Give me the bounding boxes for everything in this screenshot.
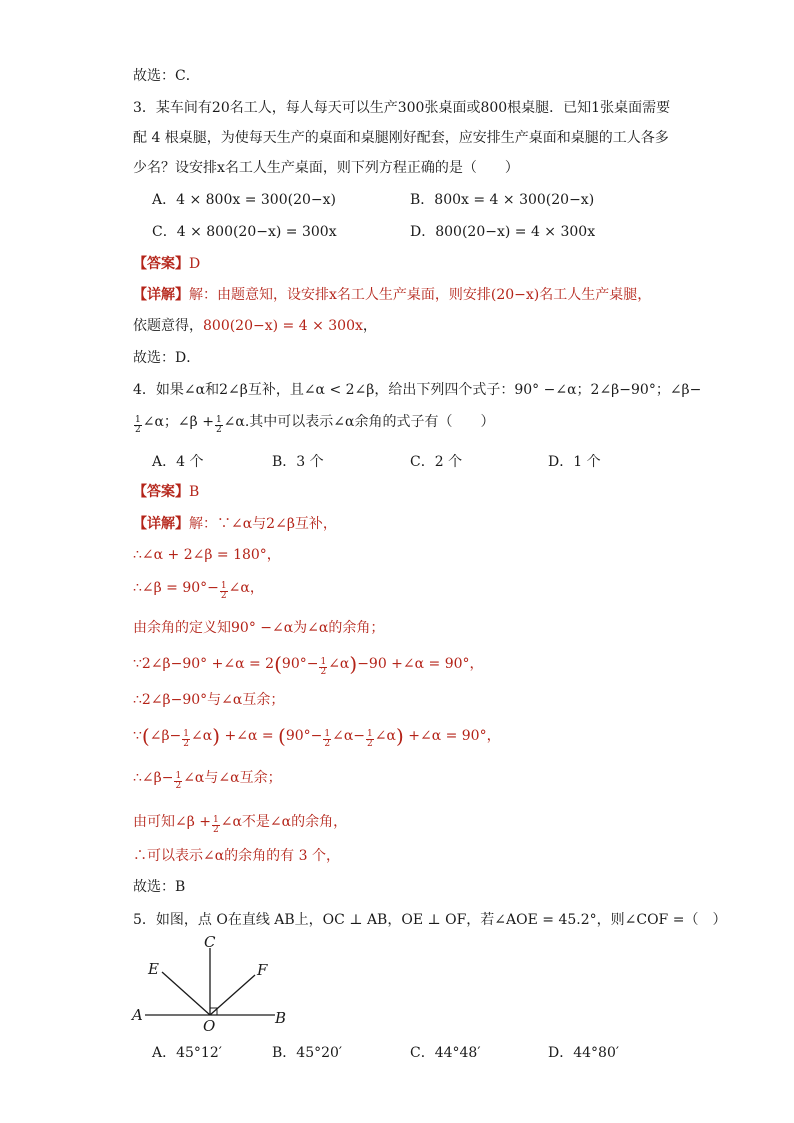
detail-tag: 【详解】	[133, 287, 189, 303]
option-c: C．2 个	[410, 454, 463, 470]
question-3-text: 少名？设安排x名工人生产桌面，则下列方程正确的是（ ）	[133, 160, 519, 176]
detail-line	[133, 316, 377, 336]
detail-tag: 【详解】	[133, 516, 189, 532]
answer-line	[133, 482, 199, 502]
option-c: C．4 × 800(20−x) = 300x	[152, 224, 337, 240]
detail-text: ，	[362, 318, 377, 334]
option-a: A．45°12′	[152, 1045, 222, 1061]
fraction: $\frac{1}{2}$	[215, 415, 222, 435]
option-d: D．44°80′	[548, 1045, 620, 1061]
ray-oe	[162, 972, 210, 1015]
text-line: 故选：C．	[133, 68, 200, 84]
label-o: O	[203, 1017, 216, 1035]
fraction: $\frac{1}{2}$	[135, 415, 141, 435]
math-expr: (20−x)	[490, 287, 540, 303]
detail-text: 名工人生产桌面，则安排	[336, 287, 491, 303]
label-f: F	[257, 961, 268, 979]
text-line: 故选：D．	[133, 350, 201, 366]
answer-value: B	[189, 484, 200, 500]
detail-line	[133, 285, 651, 305]
fraction: $\frac{1}{2}$	[213, 815, 219, 835]
answer-value: D	[189, 256, 201, 272]
label-e: E	[148, 960, 159, 978]
option-b: B．45°20′	[272, 1045, 343, 1061]
answer-line	[133, 254, 200, 274]
detail-line: ∵(∠β− $\frac{1}{2}$ ∠α) +∠α = (90°− $\frac{1}{2}$ ∠α− $\frac{1}{2}$ ∠α) +∠α = 90°，	[133, 724, 501, 749]
option-b: B．800x = 4 × 300(20−x)	[410, 192, 595, 208]
detail-line: ∵2∠β−90° +∠α = 2(90°− $\frac{1}{2}$ ∠α)−90 +∠α = 90°，	[133, 652, 484, 677]
fraction: $\frac{1}{2}$	[183, 729, 190, 749]
detail-line: 由可知∠β + $\frac{1}{2}$ ∠α不是∠α的余角，	[133, 814, 348, 835]
label-c: C	[204, 933, 216, 951]
question-4-text: $\frac{1}{2}$ ∠α；∠β + $\frac{1}{2}$ ∠α.其中可以表示∠α余角的式子有（ ）	[135, 414, 495, 435]
detail-text: 解：∵∠α与2∠β互补，	[189, 516, 337, 532]
detail-line: ∴2∠β−90°与∠α互余；	[133, 692, 285, 708]
fraction: $\frac{1}{2}$	[320, 657, 327, 677]
detail-line: ∴可以表示∠α的余角的有 3 个，	[133, 848, 340, 864]
answer-tag: 【答案】	[133, 256, 189, 272]
detail-line: ∴∠β− $\frac{1}{2}$ ∠α与∠α互余；	[133, 770, 282, 791]
question-3-text: 3．某车间有20名工人，每人每天可以生产300张桌面或800根桌腿．已知1张桌面需要	[133, 100, 671, 116]
math-expr: 800(20−x) = 4 × 300x	[203, 318, 363, 334]
label-b: B	[275, 1009, 287, 1027]
question-3-text: 配 4 根桌腿，为使每天生产的桌面和桌腿刚好配套，应安排生产桌面和桌腿的工人各多	[133, 130, 669, 146]
fraction: $\frac{1}{2}$	[220, 581, 227, 601]
detail-text: 依题意得，	[133, 318, 203, 334]
text-line: 故选：B	[133, 879, 186, 895]
answer-tag: 【答案】	[133, 484, 189, 500]
detail-line: ∴∠α + 2∠β = 180°，	[133, 547, 281, 563]
detail-line: ∴∠β = 90°− $\frac{1}{2}$ ∠α，	[133, 580, 264, 601]
detail-text: 名工人生产桌腿，	[539, 287, 652, 303]
option-d: D．800(20−x) = 4 × 300x	[410, 224, 596, 240]
question-5-text: 5．如图，点 O在直线 AB上，OC ⊥ AB，OE ⊥ OF，若∠AOE = 45.2°，则∠COF =（ ）	[133, 912, 727, 928]
option-c: C．44°48′	[410, 1045, 481, 1061]
fraction: $\frac{1}{2}$	[367, 729, 373, 749]
detail-text: 解：由题意知，设安排	[189, 287, 329, 303]
option-a: A．4 × 800x = 300(20−x)	[152, 192, 336, 208]
option-a: A．4 个	[152, 454, 204, 470]
detail-line	[133, 514, 337, 534]
math-expr: x	[329, 287, 337, 303]
option-b: B．3 个	[272, 454, 324, 470]
label-a: A	[132, 1006, 143, 1024]
fraction: $\frac{1}{2}$	[175, 771, 182, 791]
fraction: $\frac{1}{2}$	[324, 729, 331, 749]
detail-line: 由余角的定义知90° −∠α为∠α的余角；	[133, 620, 385, 636]
option-d: D．1 个	[548, 454, 601, 470]
geometry-figure	[130, 930, 300, 1035]
question-4-text: 4．如果∠α和2∠β互补，且∠α < 2∠β，给出下列四个式子：90° −∠α；2∠β−90°；∠β−	[133, 382, 702, 398]
